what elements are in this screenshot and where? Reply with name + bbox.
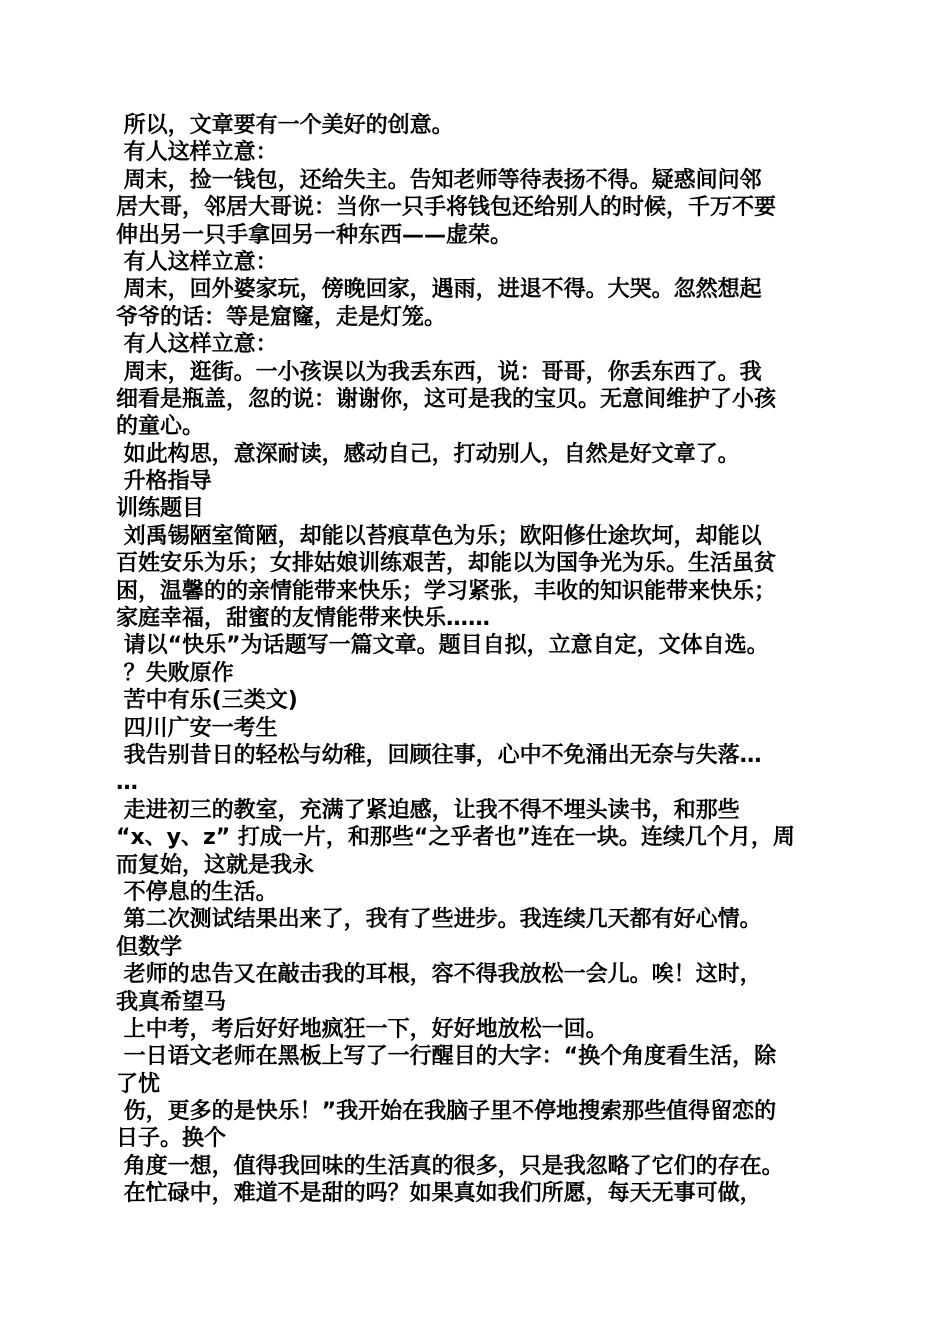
text-line: 百姓安乐为乐；女排姑娘训练艰苦，却能以为国争光为乐。生活虽贫 [116, 551, 777, 577]
text-line: 而复始，这就是我永 [116, 852, 315, 878]
text-line: 周末，逛街。一小孩误以为我丢东西，说：哥哥，你丢东西了。我 [116, 359, 762, 385]
text-line: 日子。换个 [116, 1126, 227, 1152]
text-line: 不停息的生活。 [116, 879, 278, 905]
text-line: 第二次测试结果出来了，我有了些进步。我连续几天都有好心情。 [116, 907, 762, 933]
text-line: 我真希望马 [116, 989, 227, 1015]
text-line: 刘禹锡陋室简陋，却能以苔痕草色为乐；欧阳修仕途坎坷，却能以 [116, 523, 762, 549]
text-line: … [116, 770, 138, 796]
text-line: 的童心。 [116, 414, 205, 440]
text-line: “x、y、z” 打成一片，和那些“之乎者也”连在一块。连续几个月，周 [116, 825, 795, 851]
text-line: 所以，文章要有一个美好的创意。 [116, 113, 454, 138]
text-line: 周末，捡一钱包，还给失主。告知老师等待表扬不得。疑惑间问邻 [116, 167, 762, 193]
text-line: 家庭幸福，甜蜜的友情能带来快乐…… [116, 606, 491, 632]
text-line: 有人这样立意： [116, 332, 278, 358]
essay-author: 四川广安一考生 [116, 715, 278, 741]
text-line: 上中考，考后好好地疯狂一下，好好地放松一回。 [116, 1016, 608, 1042]
text-line: 一日语文老师在黑板上写了一行醒目的大字：“换个角度看生活，除 [116, 1044, 777, 1070]
text-line: 居大哥，邻居大哥说：当你一只手将钱包还给别人的时候，千万不要 [116, 195, 777, 221]
text-line: 角度一想，值得我回味的生活真的很多，只是我忽略了它们的存在。 [116, 1153, 784, 1179]
text-line: 有人这样立意： [116, 140, 278, 166]
section-heading: 升格指导 [116, 469, 212, 495]
text-line: 周末，回外婆家玩，傍晚回家，遇雨，进退不得。大哭。忽然想起 [116, 277, 762, 303]
text-line: 细看是瓶盖，忽的说：谢谢你，这可是我的宝贝。无意间维护了小孩 [116, 386, 777, 412]
text-line: 老师的忠告又在敲击我的耳根，容不得我放松一会儿。唉！这时， [116, 962, 762, 988]
text-line: 爷爷的话：等是窟窿，走是灯笼。 [116, 304, 447, 330]
text-line: 但数学 [116, 934, 183, 960]
section-heading: 训练题目 [116, 496, 205, 522]
text-line: 伤，更多的是快乐！”我开始在我脑子里不停地搜索那些值得留恋的 [116, 1099, 777, 1125]
text-line: 困，温馨的的亲情能带来快乐；学习紧张，丰收的知识能带来快乐； [116, 578, 777, 604]
essay-title: 苦中有乐(三类文) [116, 688, 298, 714]
text-line: 伸出另一只手拿回另一种东西——虚荣。 [116, 222, 513, 248]
text-line: 在忙碌中，难道不是甜的吗？如果真如我们所愿，每天无事可做， [116, 1181, 762, 1207]
text-line: 走进初三的教室，充满了紧迫感，让我不得不埋头读书，和那些 [116, 797, 740, 823]
text-line: 了忧 [116, 1071, 161, 1097]
text-line: 我告别昔日的轻松与幼稚，回顾往事，心中不免涌出无奈与失落… [116, 742, 762, 768]
text-line: 如此构思，意深耐读，感动自己，打动别人，自然是好文章了。 [116, 441, 740, 467]
text-line: 请以“快乐”为话题写一篇文章。题目自拟，立意自定，文体自选。 [116, 633, 769, 659]
document-body [116, 112, 840, 1208]
text-line: 有人这样立意： [116, 249, 278, 275]
section-heading: ？失败原作 [116, 660, 234, 686]
